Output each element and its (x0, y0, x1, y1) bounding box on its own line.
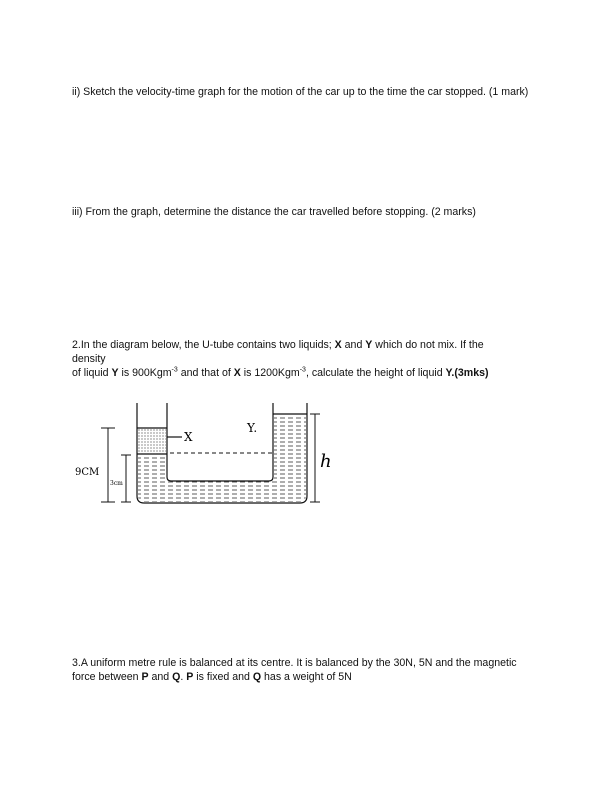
question-3-text (72, 656, 542, 684)
text: is 1200Kgm (240, 367, 300, 379)
question-1-part-iii: iii) From the graph, determine the distance the car travelled before stopping. (2 marks) (72, 206, 476, 218)
text: 3.A uniform metre rule is balanced at its centre. It is balanced by the 30N, 5N and the magnetic force between (72, 657, 517, 683)
text: P (141, 671, 149, 683)
label-3cm: 3cm (110, 480, 123, 487)
text: and that of (177, 367, 234, 379)
label-y: Y. (247, 421, 258, 435)
text: X (334, 339, 342, 351)
liquid-x (138, 428, 166, 454)
liquid-y (138, 414, 306, 502)
question-1-part-ii: ii) Sketch the velocity-time graph for the motion of the car up to the time the car stopped. (1 mark) (72, 86, 529, 98)
text: Y.(3mks) (445, 367, 489, 379)
text: . (180, 671, 187, 683)
text: X (233, 367, 241, 379)
text: and (148, 671, 173, 683)
text: Q (252, 671, 262, 683)
label-h: h (320, 451, 332, 472)
text: Q (172, 671, 181, 683)
text: , calculate the height of liquid (305, 367, 446, 379)
text: -3 (171, 366, 178, 374)
text: is fixed and (193, 671, 253, 683)
text: -3 (299, 366, 306, 374)
label-x: X (184, 430, 193, 444)
text: which do not mix. If the density (72, 339, 484, 365)
label-9cm: 9CM (75, 467, 100, 478)
text: P (186, 671, 194, 683)
text: 2.In the diagram below, the U-tube contains two liquids; (72, 339, 335, 351)
text: Y (365, 339, 373, 351)
text: has a weight of 5N (261, 671, 352, 683)
text: Y (111, 367, 119, 379)
text: of liquid (72, 367, 112, 379)
text: and (341, 339, 366, 351)
text: is 900Kgm (118, 367, 172, 379)
